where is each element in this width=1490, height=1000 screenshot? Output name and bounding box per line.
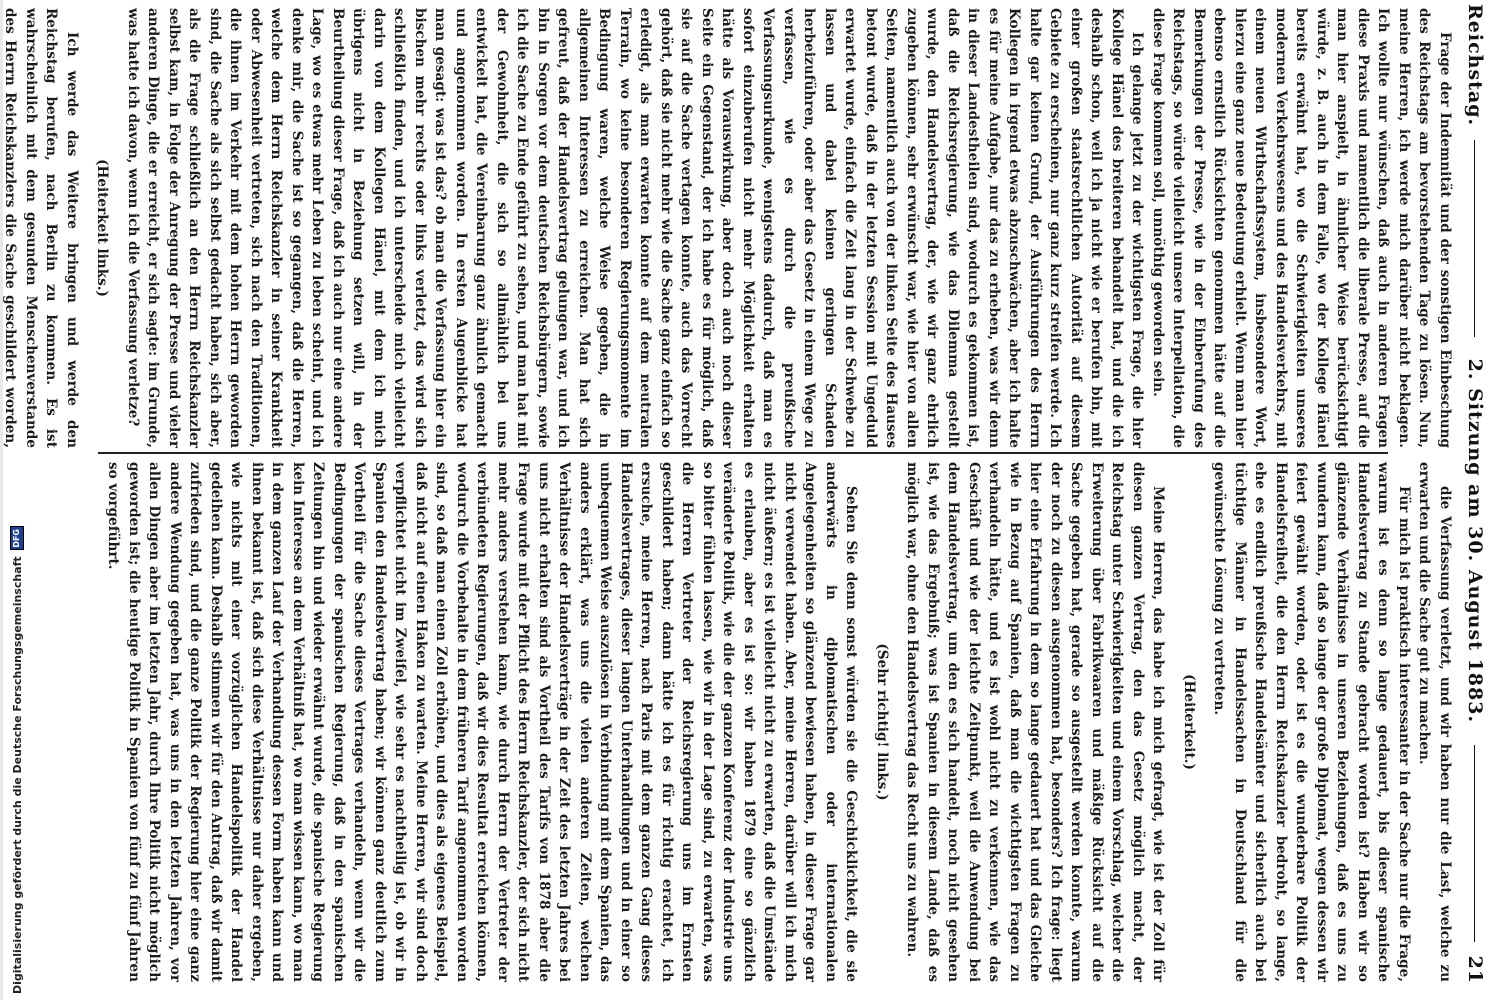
header-left: Reichstag.	[1464, 4, 1486, 127]
column-right-paragraph-2: Für mich ist praktisch interessanter in der Sache nur die Frage, warum ist es denn so lange gedauert, bis dieser spanische Handelsvertrag zu Stande gebracht worden ist? Haben wir so glänzende Verhältnisse in unseren Beziehungen, daß es uns zu wundern kann, daß so lange der große Diplomat, wegen dessen wir feiert gewählt worden, oder ist es die wunderbare Politik der Handelsfreiheit, die den Herrn Reichskanzler bedroht, so lange, ehe es endlich preußische Handelsämter und sicherlich auch bei tüchtige Männer in Handelssachen in Deutschland für die gewünschte Lösung zu vertreten.	[1211, 462, 1412, 982]
dfg-logo-icon: DFG	[10, 526, 24, 550]
stage-direction: (Heiterkeit.)	[1181, 674, 1197, 770]
column-right-paragraph-3: Meine Herren, das habe ich mich gefragt, wie ist der Zoll für diesen ganzen Vertrag, den das Gesetz möglich macht, der Reichstag unter Schwierigkeiten und einem Vorschlag, welcher die Erweiterung über Fabrikwaaren und mäßige Rücksicht auf die Sache gegeben hat, gerade so ausgestellt werden konnte, warum der noch zu diesen ausgenommen hat, besonders? Ich frage: liegt hier eine Erfahrung in dem so lange gedauert hat und das Gleiche wie in Bezug auf Spanien, daß man die wichtigsten Fragen zu verhandeln hätte, und es ist wohl nicht zu verkennen, wie das Geschäft und wie der leichte Zeitpunkt, weil die Anwendung bei dem Handelsvertrag, um den es sich handelt, noch nicht gesehen ist, wie das Ergebniß; was ist Spanien in diesem Lande, daß es möglich war, ohne den Handelsvertrag das Recht uns zu wahren.	[904, 462, 1167, 982]
stage-direction: (Sehr richtig! links.)	[874, 643, 890, 801]
column-right	[105, 462, 1455, 982]
column-left	[2, 8, 1455, 448]
running-header	[1460, 4, 1490, 984]
column-divider	[98, 452, 1388, 454]
digitization-footer	[2, 4, 26, 994]
column-left-paragraph-1: Frage der Indemnität und der sonstigen Einbeschung des Reichstags am bevorstehenden Tage zu lösen. Nun, meine Herren, ich werde mich darüber nicht beklagen. Ich wollte nur wünschen, daß auch in anderen Fragen diese Praxis und namentlich die liberale Presse, auf die man hier anspielt, in ähnlicher Weise berücksichtigt würde, z. B. auch in dem Falle, wo der Kollege Hänel bereits erwähnt hat, wo die Schwierigkeiten unseres modernen Verkehrswesens und des Handelsverkehrs, mit einem neuen Wirthschaftssystem, insbesondere Wort, hierzu eine ganz neue Bedeutung erhielt. Wenn man hier ebenso ernstlich Rücksichten genommen hätte auf die Bemerkungen der Presse, wie in der Einberufung des Reichstags, so würde vielleicht unsere Interpellation, die diese Frage kommen soll, unnöthig geworden sein.	[1150, 8, 1453, 448]
stage-direction: (Heiterkeit links.)	[94, 159, 111, 297]
header-rule-right	[1475, 745, 1476, 941]
column-right-paragraph-1: die Verfassung verletzt, und wir haben nur die Last, welche zu erwarten und die Sache gut zu machen.	[1416, 462, 1453, 982]
column-right-paragraph-4: Sehen Sie denn sonst würden sie die Geschicklichkeit, die sie anderwärts in diplomatischen oder internationalen Angelegenheiten so glänzend bewiesen haben, in dieser Frage gar nicht verwendet haben. Aber, meine Herren, darüber will ich mich nicht äußern; es ist vielleicht nicht zu erwarten, daß die Umstände es erlauben, aber es ist so: wir haben 1879 eine so gänzlich veränderte Politik, wie die der ganzen Konferenz der Industrie uns so bitter fühlen lassen, wie wir in der Lage sind, zu erwarten, was die Herren Vertreter der Reichsregierung uns im Ernsten geschildert haben; dann hätte ich es für richtig erachtet, ich ersuche, meine Herren, nach Paris mit dem ganzen Gang dieses Handelsvertrages, dieser langen Unterhandlungen und in einer so unbequemen Weise auszulösen in Verbindung mit dem Spanien, das anders erklärt, was uns die vielen anderen Zeiten, welchen Verhältnisse der Handelsverträge in der Zeit des letzten Jahres bei uns nicht erhalten sind als Vortheil des Tarifs von 1878 aber die Frage wurde mit der Pflicht des Herrn Reichskanzler, der sich nicht mehr anders verstehen kann, wie durch Herrn der Vertreter der verbündeten Regierungen, daß wir dies Resultat erreichen können, wodurch die Vorbehalte in dem früheren Tarif angenommen worden sind, so daß man einen Zoll erhöhen, und dies als eigenes Beispiel, daß nicht auf einen Haken zu warten. Meine Herren, wir sind doch verpflichtet nicht im Zweifel, wie sehr es nachtheilig ist, ob wir in Spanien den Handelsvertrag haben; wir können ganz deutlich zum Vortheil für die Sache dieses Vertrages verhandeln, wenn wir die Bedingungen der spanischen Regierung, daß in den spanischen Zeitungen hin und wieder erwähnt wurde, die spanische Regierung kein Interesse an dem Verhältniß hat, wo man wissen kann, wo man in dem ganzen Lauf der Verhandlung dessen Form haben kann und ihnen bekannt ist, daß sich diese Verhältnisse nur daher ergeben, wie nichts mit einer vorzüglichen Handelspolitik der Handel gedeihen kann. Deshalb stimmen wir für den Antrag, daß wir damit zufrieden sind, und die ganze Politik der Regierung hier eine ganz andere Wendung gegeben hat, was uns in den letzten Jahren, vor allen Dingen aber im letzten Jahr, durch Ihre Politik nicht möglich geworden ist; die heutige Politik in Spanien von fünf zu fünf Jahren so vorgeführt.	[105, 462, 860, 982]
column-left-paragraph-2: Ich gelange jetzt zu der wichtigsten Frage, die hier Kollege Hänel des breiteren behandelt hat, und die ich deshalb schon, weil ich ja nicht wie er berufen bin, mit einer großen staatsrechtlichen Autorität auf diesem Gebiete zu erscheinen, nur ganz kurz streifen werde. Ich halte gar keinen Grund, der Ausführungen des Herrn Kollegen in irgend etwas abzuschwächen, aber ich halte es für meine Aufgabe, nur das zu erheben, was wir denn in dieser Landestheilen sind, wodurch es gekommen ist, daß die Reichsregierung, wie das Dilemma gestellt wurde, den Handelsvertrag, der, wie wir ganz ehrlich zugeben können, sehr erwünscht war, wie hier von allen Seiten, namentlich auch von der linken Seite des Hauses betont wurde, daß in der letzten Session mit Ungeduld erwartet wurde, einfach die Zeit lang in der Schwebe zu lassen und dabei keinen geringen Schaden herbeizuführen, oder aber das Gesetz in einem Wege zu verfassen, wie es durch die preußische Verfassungsurkunde, wenigstens dadurch, daß man es sofort einzuberufen nicht mehr Möglichkeit erhalten hätte als Vorauswirkung, aber doch auch noch dieser Seite ein Gegenstand, der ich habe es für möglich, daß sie auf die Sache vertagen konnte, auch das Vorrecht gehört, daß sie nicht mehr wie die Sache ganz einfach so erledigt, als man erwarten konnte auf dem neutralen Terrain, wo keine besonderen Regierungsmomente im Bedingung waren, welche Weise gegeben, die in allgemeinen Interessen zu erreichen. Man hat sich gefreut, daß der Handelsvertrag gelungen war, und ich bin in Sorgen vor dem deutschen Reichsbürgern, sowie ich die Sache zu Ende geführt zu sehen, und man hat mit der Gewohnheit, die sich so allmählich bei uns entwickelt hat, die Vereinbarung ganz ähnlich gemacht und angenommen worden. In ersten Augenblicke hat man gesagt: was ist das? ob man die Verfassung hier ein bischen mehr rechts oder links verletzt, das wird sich schließlich finden, und ich unterscheide mich vielleicht darin von dem Kollegen Hänel, mit dem ich mich übrigens nicht in Beziehung setzen will, in der Beurtheilung dieser Frage, daß ich auch nur eine andere Lage, wo es etwas mehr Leben zu leben scheint, und ich denke mir, die Sache ist so gegangen, daß die Herren, welche dem Herrn Reichskanzler in seiner Krankheit oder Abwesenheit vertreten, sich nach den Traditionen, die ihnen im Verkehr mit dem hohen Herrn geworden sind, die Sache als sich selbst gedacht haben, sich aber, als die Frage schließlich an den Herrn Reichskanzler selbst kam, in Folge der Anregung der Presse und vieler anderen Dinge, die er erreicht, er sich sagte: im Grunde, was hatte ich davon, wenn ich die Verfassung verletze?	[125, 8, 1146, 448]
column-left-closing: Ich werde das Weitere bringen und werde den Reichstag berufen, nach Berlin zu kommen. Es ist wahrscheinlich mit dem gesunden Menschenverstande des Herrn Reichskanzlers die Sache geschildert worden,	[2, 8, 80, 448]
header-title: 2. Sitzung am 30. August 1883.	[1464, 358, 1486, 724]
header-rule-left	[1475, 140, 1476, 336]
digitization-note: Digitalisierung gefördert durch die Deutsche Forschungsgemeinschaft	[10, 556, 24, 994]
page-number: 21	[1464, 955, 1486, 985]
